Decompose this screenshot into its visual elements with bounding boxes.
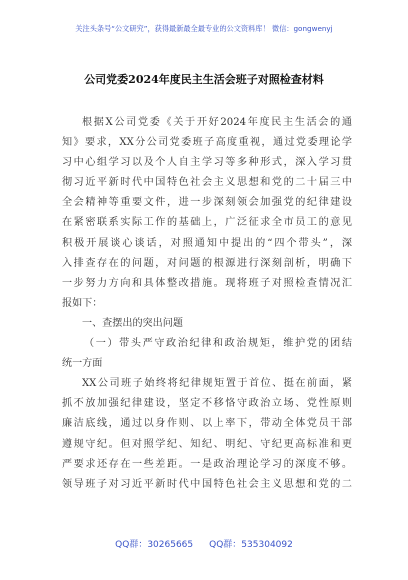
body-line: 领导班子对习近平新时代中国特色社会主义思想和党的二 xyxy=(62,478,352,490)
body-line: 一步努力方向和具体整改措施。现将班子对照检查情况汇 xyxy=(62,277,352,289)
subsection-heading: 统一方面 xyxy=(62,358,103,370)
body-line: 全会精神等重要文件，进一步深刻领会加强党的纪律建设 xyxy=(62,197,352,209)
document-body xyxy=(62,113,352,495)
footer-qq-group-2: QQ群：535304092 xyxy=(209,540,293,550)
header-banner: 关注头条号“公文研究”，获得最新最全最专业的公文资料库！ 微信：gongwenyj xyxy=(75,24,333,33)
body-line: 彻习近平新时代中国特色社会主义思想和党的二十届三中 xyxy=(62,177,352,189)
body-line: 抓不放加强纪律建设，坚定不移恪守政治立场、党性原则 xyxy=(62,398,352,410)
body-line: 入排查存在的问题，对问题的根源进行深刻剖析，明确下 xyxy=(62,257,352,269)
section-heading: 一、查摆出的突出问题 xyxy=(82,317,183,329)
subsection-heading: （一）带头严守政治纪律和政治规矩，维护党的团结 xyxy=(84,338,352,350)
document-title: 公司党委2024年度民主生活会班子对照检查材料 xyxy=(84,73,324,86)
body-line: 在紧密联系实际工作的基础上，广泛征求全市员工的意见 xyxy=(62,217,352,229)
body-line: 严要求还存在一些差距。一是政治理论学习的深度不够。 xyxy=(62,458,352,470)
footer xyxy=(0,537,408,550)
body-line: 廉洁底线，通过以身作则、以上率下，带动全体党员干部 xyxy=(62,418,352,430)
body-line: 遵规守纪。但对照学纪、知纪、明纪、守纪更高标准和更 xyxy=(62,438,352,450)
body-line: 根据X公司党委《关于开好2024年度民主生活会的通 xyxy=(82,117,352,128)
footer-qq-group-1: QQ群：30265665 xyxy=(115,540,194,550)
body-line: 积极开展谈心谈话，对照通知中提出的“四个带头”，深 xyxy=(62,237,352,249)
body-line: 习中心组学习以及个人自主学习等多种形式，深入学习贯 xyxy=(62,157,352,169)
body-line: 报如下： xyxy=(62,297,103,309)
body-line: 知》要求，XX分公司党委班子高度重视，通过党委理论学 xyxy=(62,137,352,149)
body-line: XX公司班子始终将纪律规矩置于首位、挺在前面，紧 xyxy=(82,378,352,390)
